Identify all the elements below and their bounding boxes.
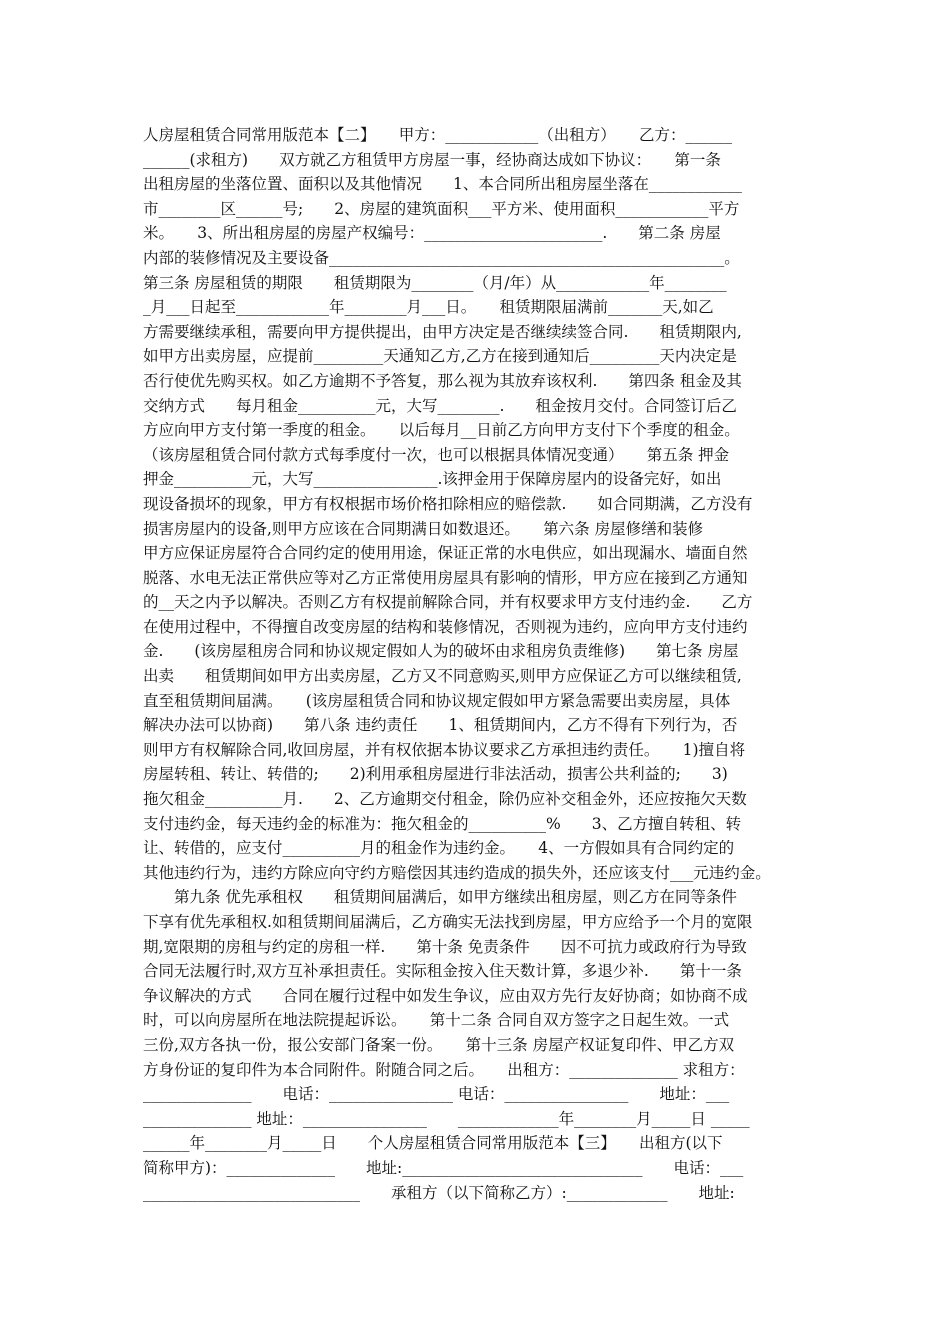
text-line: 方应向甲方支付第一季度的租金。 以后每月__日前乙方向甲方支付下个季度的租金。 bbox=[143, 421, 740, 440]
text-line: 内部的装修情况及主要设备___________________________________________________。 bbox=[143, 248, 740, 267]
text-line: 第三条 房屋租赁的期限 租赁期限为________（月/年）从____________年________ bbox=[143, 273, 727, 292]
text-line: 人房屋租赁合同常用版范本【二】 甲方：____________（出租方） 乙方：______ bbox=[143, 126, 733, 144]
text-line: 方需要继续承租，需要向甲方提供提出，由甲方决定是否继续续签合同. 租赁期限内, bbox=[143, 322, 742, 341]
text-line: _月___日起至____________年________月___日。 租赁期限届满前_______天,如乙 bbox=[143, 298, 714, 317]
text-line: （该房屋租赁合同付款方式每季度付一次，也可以根据具体情况变通） 第五条 押金 bbox=[143, 445, 730, 464]
text-line: 房屋转租、转让、转借的; 2)利用承租房屋进行非法活动，损害公共利益的; 3) bbox=[143, 765, 728, 784]
text-line: 出租房屋的坐落位置、面积以及其他情况 1、本合同所出租房屋坐落在____________ bbox=[143, 175, 742, 194]
text-line: 如甲方出卖房屋，应提前_________天通知乙方,乙方在接到通知后_________天内决定是 bbox=[143, 347, 737, 366]
text-line: ______(求租方) 双方就乙方租赁甲方房屋一事，经协商达成如下协议： 第一条 bbox=[143, 150, 721, 169]
text-line: 现设备损坏的现象，甲方有权根据市场价格扣除相应的赔偿款. 如合同期满，乙方没有 bbox=[143, 494, 753, 513]
text-line: 让、转借的，应支付__________月的租金作为违约金。 4、一方假如具有合同约定的 bbox=[143, 839, 735, 858]
text-line: 市________区______号; 2、房屋的建筑面积___平方米、使用面积____________平方 bbox=[143, 199, 740, 218]
text-line: 脱落、水电无法正常供应等对乙方正常使用房屋具有影响的情形，甲方应在接到乙方通知 bbox=[143, 568, 748, 587]
text-line: 则甲方有权解除合同,收回房屋，并有权依据本协议要求乙方承担违约责任。 1)擅自将 bbox=[143, 740, 746, 759]
contract-text-body bbox=[143, 123, 813, 1205]
text-line: 下享有优先承租权.如租赁期间届满后，乙方确实无法找到房屋，甲方应给予一个月的宽限 bbox=[143, 913, 753, 931]
text-line: 方身份证的复印件为本合同附件。附随合同之后。 出租方：______________ 求租方： bbox=[143, 1060, 745, 1079]
text-line: 争议解决的方式 合同在履行过程中如发生争议，应由双方先行友好协商；如协商不成 bbox=[143, 986, 748, 1005]
text-line: 否行使优先购买权。如乙方逾期不予答复，那么视为其放弃该权利. 第四条 租金及其 bbox=[143, 371, 742, 390]
text-line: 直至租赁期间届满。 (该房屋租赁合同和协议规定假如甲方紧急需要出卖房屋，具体 bbox=[143, 691, 731, 710]
text-line: 支付违约金，每天违约金的标准为：拖欠租金的__________% 3、乙方擅自转租、转 bbox=[143, 814, 742, 833]
text-line: 米。 3、所出租房屋的房屋产权编号：_______________________. 第二条 房屋 bbox=[143, 224, 721, 243]
text-line: ____________________________ 承租方（以下简称乙方）:_____________ 地址: bbox=[143, 1183, 735, 1202]
text-line: 合同无法履行时,双方互补承担责任。实际租金按入住天数计算，多退少补. 第十一条 bbox=[143, 962, 742, 981]
text-line: 三份,双方各执一份，报公安部门备案一份。 第十三条 房屋产权证复印件、甲乙方双 bbox=[143, 1035, 735, 1054]
text-line: 的__天之内予以解决。否则乙方有权提前解除合同，并有权要求甲方支付违约金. 乙方 bbox=[143, 593, 753, 612]
text-line: 第九条 优先承租权 租赁期间届满后，如甲方继续出租房屋，则乙方在同等条件 bbox=[143, 888, 737, 907]
text-line: 期,宽限期的房租与约定的房租一样. 第十条 免责条件 因不可抗力或政府行为导致 bbox=[143, 937, 747, 956]
text-line: ______年________月_____日 个人房屋租赁合同常用版范本【三】 出租方(以下 bbox=[143, 1134, 723, 1153]
text-line: 损害房屋内的设备,则甲方应该在合同期满日如数退还。 第六条 房屋修缮和装修 bbox=[143, 519, 704, 538]
text-line: 出卖 租赁期间如甲方出卖房屋，乙方又不同意购买,则甲方应保证乙方可以继续租赁, bbox=[143, 667, 742, 686]
text-line: 其他违约行为，违约方除应向守约方赔偿因其违约造成的损失外，还应该支付___元违约金。 bbox=[143, 863, 771, 882]
text-line: ______________ 地址：________________ _____________年________月_____日 _____ bbox=[143, 1109, 750, 1128]
text-line: 在使用过程中，不得擅自改变房屋的结构和装修情况，否则视为违约，应向甲方支付违约 bbox=[143, 617, 748, 636]
text-line: 解决办法可以协商) 第八条 违约责任 1、租赁期间内，乙方不得有下列行为，否 bbox=[143, 716, 738, 735]
text-line: 简称甲方)：______________ 地址:_______________________________ 电话：___ bbox=[143, 1158, 744, 1177]
text-line: 拖欠租金__________月. 2、乙方逾期交付租金，除仍应补交租金外，还应按拖欠天数 bbox=[143, 790, 747, 809]
text-line: 押金__________元，大写________________.该押金用于保障房屋内的设备完好，如出 bbox=[143, 470, 722, 489]
text-line: 甲方应保证房屋符合合同约定的使用用途，保证正常的水电供应，如出现漏水、墙面自然 bbox=[143, 544, 748, 563]
text-line: 金. (该房屋租房合同和协议规定假如人为的破坏由求租房负责维修) 第七条 房屋 bbox=[143, 642, 739, 661]
text-line: 时，可以向房屋所在地法院提起诉讼。 第十二条 合同自双方签字之日起生效。一式 bbox=[143, 1011, 730, 1030]
text-line: ______________ 电话：________________ 电话：________________ 地址：___ bbox=[143, 1085, 730, 1104]
text-line: 交纳方式 每月租金__________元，大写________. 租金按月交付。合同签订后乙 bbox=[143, 396, 737, 415]
